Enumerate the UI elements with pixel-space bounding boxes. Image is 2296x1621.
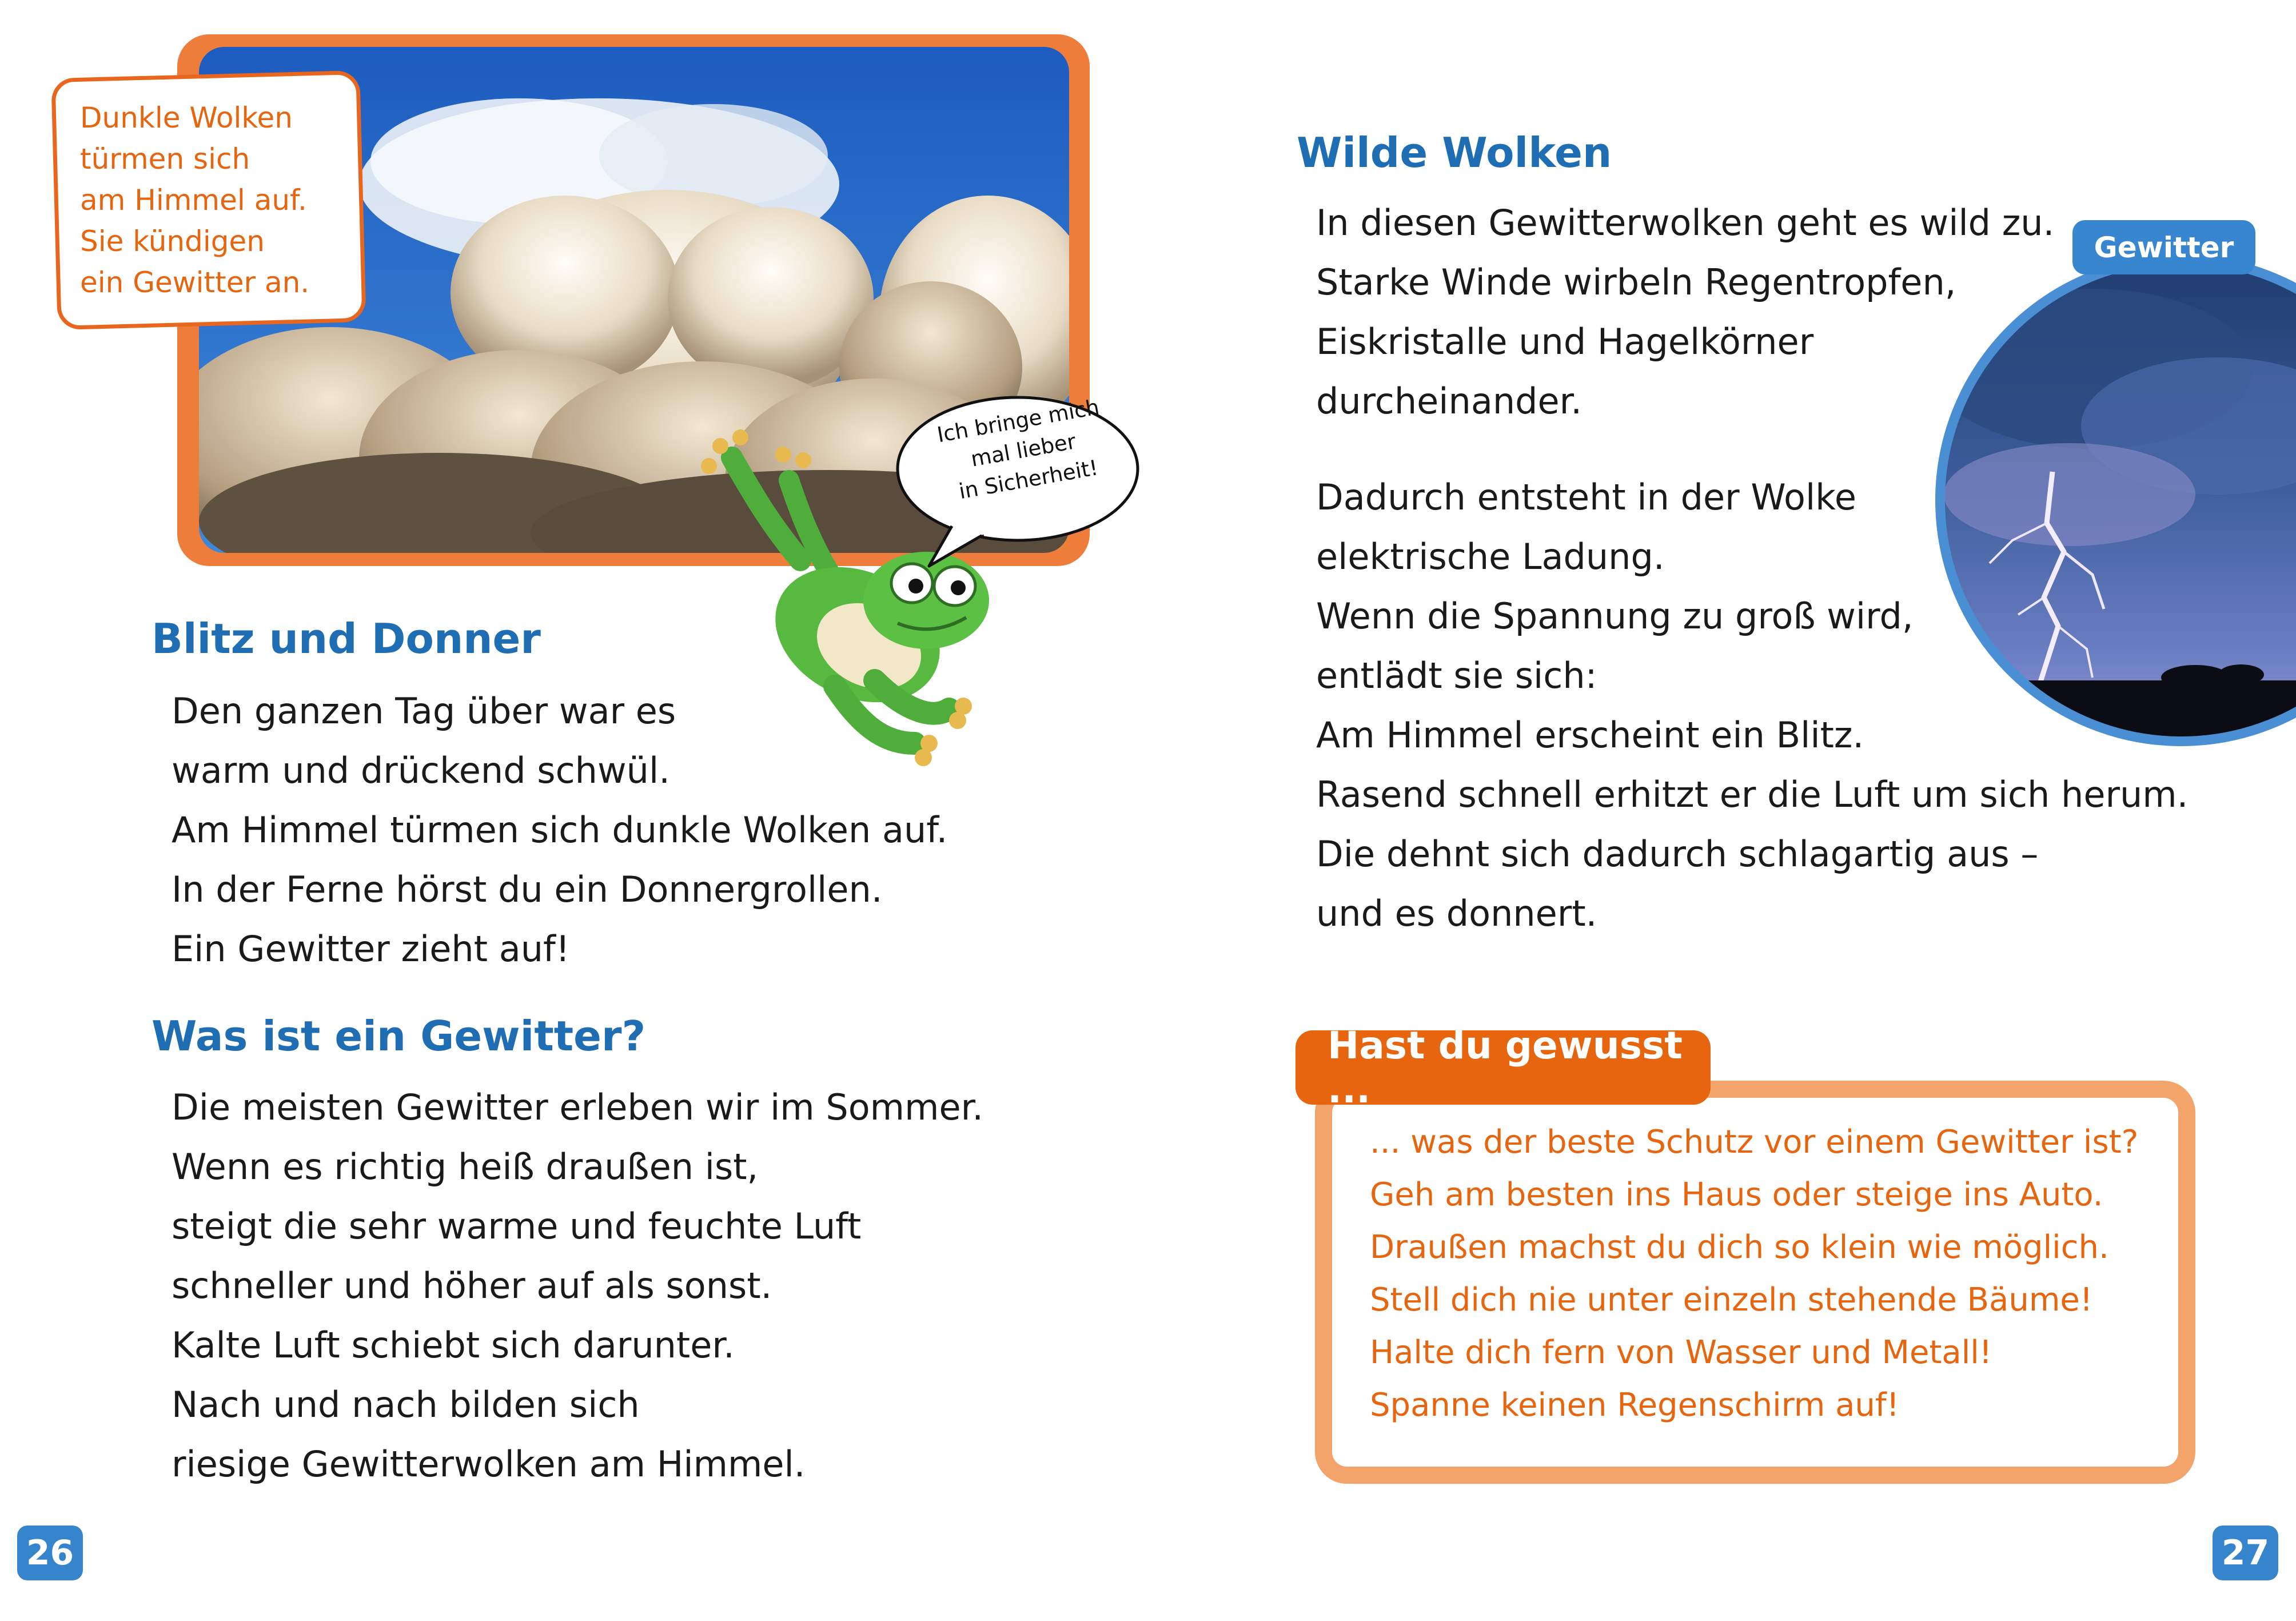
- section-gewitter-body: [172, 1078, 983, 1494]
- heading-wilde-wolken: Wilde Wolken: [1297, 129, 1612, 177]
- info-line: ... was der beste Schutz vor einem Gewitter ist?: [1370, 1124, 2139, 1161]
- body-line: Eiskristalle und Hagelkörner: [1316, 321, 1814, 363]
- body-line: warm und drückend schwül.: [172, 750, 670, 791]
- section-blitz-body: [172, 682, 947, 979]
- info-line: Draußen machst du dich so klein wie möglich.: [1370, 1229, 2109, 1266]
- photo-caption-text: Dunkle Wolken türmen sich am Himmel auf. Sie kündigen ein Gewitter an.: [80, 101, 310, 299]
- page-number-right: 27: [2213, 1526, 2278, 1580]
- body-line: und es donnert.: [1316, 893, 1597, 934]
- body-line: Am Himmel erscheint ein Blitz.: [1316, 714, 1864, 756]
- info-line: Geh am besten ins Haus oder steige ins Auto.: [1370, 1176, 2103, 1213]
- body-line: Kalte Luft schiebt sich darunter.: [172, 1324, 735, 1366]
- body-line: Die meisten Gewitter erleben wir im Sommer.: [172, 1086, 984, 1128]
- body-line: riesige Gewitterwolken am Himmel.: [172, 1443, 806, 1485]
- page-number-left: 26: [17, 1526, 83, 1580]
- body-line: Wenn die Spannung zu groß wird,: [1316, 595, 1914, 637]
- thunderstorm-label: Gewitter: [2072, 220, 2255, 274]
- body-line: elektrische Ladung.: [1316, 536, 1665, 577]
- info-box-content: [1370, 1116, 2138, 1432]
- body-line: Am Himmel türmen sich dunkle Wolken auf.: [172, 809, 948, 851]
- body-line: Die dehnt sich dadurch schlagartig aus –: [1316, 833, 2039, 875]
- heading-was-ist-ein-gewitter: Was ist ein Gewitter?: [152, 1012, 646, 1060]
- body-line: Den ganzen Tag über war es: [172, 690, 676, 732]
- info-line: Stell dich nie unter einzeln stehende Bäume!: [1370, 1281, 2093, 1319]
- thunderstorm-photo: [1921, 254, 2296, 758]
- info-line: Halte dich fern von Wasser und Metall!: [1370, 1334, 1992, 1371]
- body-line: Ein Gewitter zieht auf!: [172, 928, 570, 970]
- info-box-title: Hast du gewusst ...: [1296, 1030, 1711, 1105]
- body-line: schneller und höher auf als sonst.: [172, 1265, 772, 1307]
- heading-blitz-und-donner: Blitz und Donner: [152, 615, 541, 663]
- body-line: Wenn es richtig heiß draußen ist,: [172, 1146, 759, 1188]
- body-line: entlädt sie sich:: [1316, 655, 1597, 696]
- body-line: Dadurch entsteht in der Wolke: [1316, 476, 1857, 518]
- speech-bubble-text: Ich bringe mich mal lieber in Sicherheit!: [935, 395, 1101, 504]
- body-line: durcheinander.: [1316, 380, 1583, 422]
- body-line: In der Ferne hörst du ein Donnergrollen.: [172, 869, 883, 910]
- body-line: Nach und nach bilden sich: [172, 1384, 640, 1425]
- body-line: Starke Winde wirbeln Regentropfen,: [1316, 261, 1956, 303]
- body-line: In diesen Gewitterwolken geht es wild zu.: [1316, 202, 2055, 244]
- body-line: steigt die sehr warme und feuchte Luft: [172, 1205, 862, 1247]
- body-line: Rasend schnell erhitzt er die Luft um sich herum.: [1316, 774, 2189, 815]
- info-line: Spanne keinen Regenschirm auf!: [1370, 1387, 1900, 1424]
